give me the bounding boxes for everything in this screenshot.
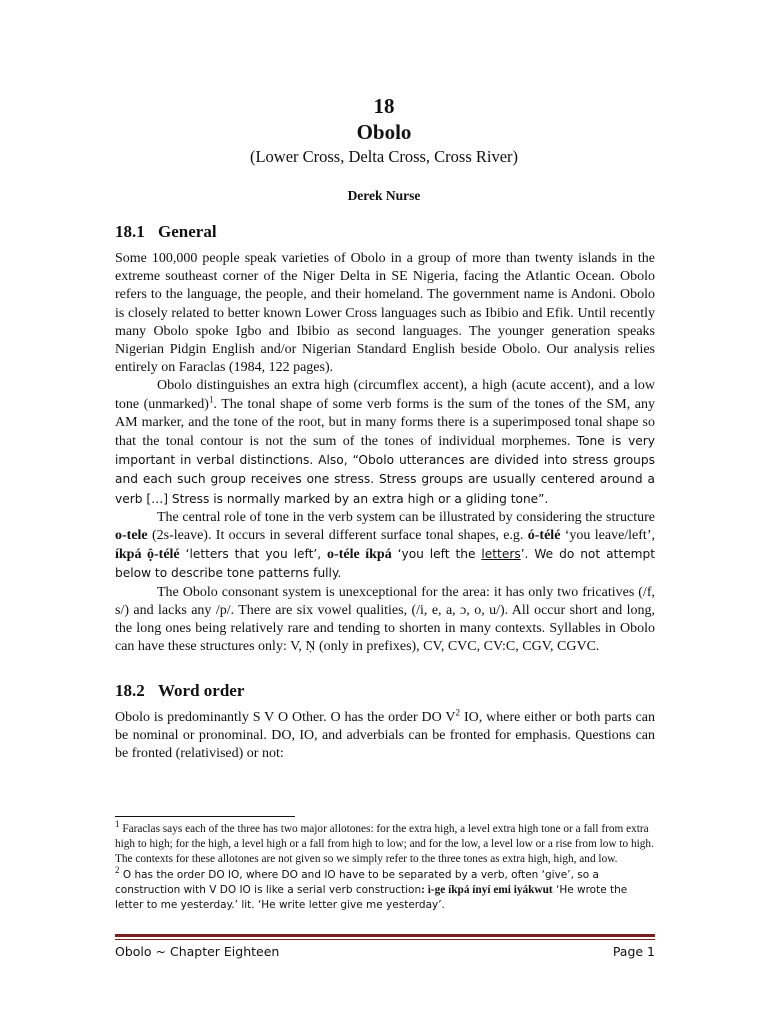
example-form: o-tele: [115, 528, 148, 544]
author-name: Derek Nurse: [347, 188, 421, 203]
footnote-1: $^1$ Faraclas says each of the three has two major allotones: for the extra high, a level extra high tone or a fall from extra high to high; for the high, a level high or a fall from high to low; and for the low, a level low or a rise from low to high. The contexts for these allotones are not given so we simply refer to the three tones as extra high, high, and low.: [115, 819, 654, 866]
paragraph: Obolo is predominantly S V O Other. O has the order DO $V^2$ IO, where either or both parts can be nominal or pronominal. DO, IO, and adverbials can be fronted for emphasis. Questions can be fronted (relativised) or not:: [115, 707, 655, 762]
footer-chapter-label: Obolo ~ Chapter Eighteen: [115, 944, 280, 959]
section-number: 18.2: [115, 681, 145, 700]
page-number: Page 1: [612, 944, 655, 959]
section-heading-word-order: [115, 681, 244, 701]
footnotes: [115, 819, 655, 913]
footnote-separator: [115, 816, 295, 817]
paragraph: The central role of tone in the verb system can be illustrated by considering the structure o-tele (2s-leave). It occurs in several different surface tonal shapes, e.g. ó-télé ‘you leave/left’, íkpá ộ-télé ‘letters that you left’, o-téle íkpá ‘you left the letters’. We do not attempt below to describe tone patterns fully.: [115, 509, 655, 581]
section-general-body: [115, 250, 655, 656]
paragraph: Some 100,000 people speak varieties of Obolo in a group of more than twenty islands in the extreme southeast corner of the Niger Delta in SE Nigeria, facing the Atlantic Ocean. Obolo refers to the language, the people, and their homeland. The government name is Andoni. Obolo is closely related to better known Lower Cross languages such as Ibibio and Efik. Until recently many Obolo spoke Igbo and Ibibio as second languages. The younger generation speaks Nigerian Pidgin English and/or Nigerian Standard English beside Obolo. Our analysis relies entirely on Faraclas (1984, 122 pages).: [115, 251, 655, 376]
chapter-title: Obolo: [356, 120, 412, 144]
section-title: Word order: [158, 681, 245, 700]
section-number: 18.1: [115, 222, 145, 241]
section-word-order-body: [115, 709, 655, 764]
footnote-ref[interactable]: 2: [455, 707, 461, 718]
example-form: íkpá ộ-télé: [115, 547, 180, 563]
footer-rule-thin: [115, 939, 655, 940]
footnote-2: $^2$ O has the order DO IO, where DO and IO have to be separated by a verb, often ‘give’, so a construction with V DO IO is like a serial verb construction: ì-ge íkpá ínyí emi iyákwut ‘He wrote the letter to me yesterday.’ lit. ‘He write letter give me yesterday’.: [115, 864, 628, 912]
footnote-ref[interactable]: 1: [208, 393, 214, 404]
paragraph: The Obolo consonant system is unexceptional for the area: it has only two fricatives (/f, s/) and lacks any /p/. There are six vowel qualities, (/i, e, a, ɔ, o, u/). All occur short and long, the long ones being relatively rare and tending to shorten in many contexts. Syllables in Obolo can have these structures only: V, Ṇ (only in prefixes), CV, CVC, CV:C, CGV, CGVC.: [115, 584, 655, 655]
example-form: o-téle íkpá: [327, 547, 392, 563]
section-title: General: [158, 222, 217, 241]
footer-rule: [115, 934, 655, 937]
paragraph: Obolo distinguishes an extra high (circumflex accent), a high (acute accent), and a low tone (unmarked)$^1$. The tonal shape of some verb forms is the sum of the tones of the SM, any AM marker, and the tone of the root, but in many forms there is a superimposed tonal shape so that the tonal contour is not the sum of the tones of individual morphemes. Tone is very important in verbal distinctions. Also, “Obolo utterances are divided into stress groups and each such group receives one stress. Stress groups are usually centered around a verb […] Stress is normally marked by an extra high or a gliding tone”.: [115, 378, 656, 506]
section-heading-general: [115, 222, 217, 242]
example-form: ó-télé: [527, 528, 561, 544]
chapter-subtitle: (Lower Cross, Delta Cross, Cross River): [249, 147, 519, 166]
chapter-number: 18: [373, 94, 395, 118]
